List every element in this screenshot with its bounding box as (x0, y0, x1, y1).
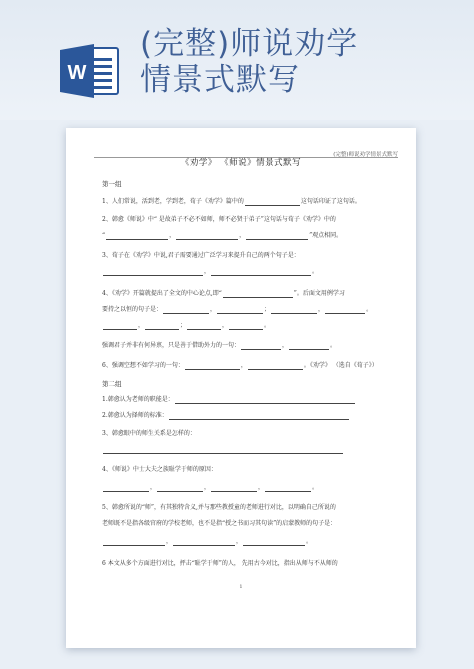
group2-question-6: 6 本文从多个方面进行对比，抨击“耻学于师”的人， 先用古今对比，指出从师与不从师的 (102, 560, 338, 567)
question-5: 强调君子并非有何异禀，只是善于借助外力的一句： ， 。 (102, 342, 337, 349)
answer-blank[interactable] (325, 308, 365, 314)
answer-blank[interactable] (241, 344, 281, 350)
question-4-continued: 要持之以恒的句子是： ， ； ， 。 (102, 306, 373, 313)
answer-blank[interactable] (103, 486, 149, 492)
answer-blank[interactable] (211, 270, 311, 276)
question-4-blanks: ， ； ， 。 (102, 322, 402, 330)
answer-blank[interactable] (289, 344, 329, 350)
answer-blank[interactable] (248, 364, 303, 370)
question-6: 6、强调空想不如学习的一句： ， 。《劝学》 （选自《荀子》） (102, 362, 378, 369)
answer-blank[interactable] (157, 486, 203, 492)
banner-title-line1: (完整)师说劝学 (140, 26, 359, 62)
answer-blank[interactable] (103, 270, 203, 276)
answer-blank[interactable] (103, 448, 343, 454)
answer-blank[interactable] (169, 414, 349, 420)
answer-blank[interactable] (145, 324, 179, 330)
document-page (66, 128, 416, 648)
group2-question-1: 1.韩愈认为老师的职能是： (102, 396, 402, 404)
answer-blank[interactable] (246, 234, 308, 240)
group-heading: 第二组 (102, 380, 122, 388)
answer-blank[interactable] (217, 308, 263, 314)
answer-blank[interactable] (271, 308, 317, 314)
question-2: 2、韩愈《师说》中“ 是故弟子不必不如师，师不必贤于弟子”这句话与荀子《劝学》中的 (102, 216, 336, 223)
answer-blank[interactable] (103, 540, 165, 546)
answer-blank[interactable] (223, 292, 293, 298)
answer-blank[interactable] (163, 308, 209, 314)
question-2-blanks: “ ， ， ”观点相同。 (102, 232, 343, 239)
question-3-blanks: ， 。 (102, 268, 402, 276)
answer-blank[interactable] (173, 540, 235, 546)
answer-blank[interactable] (175, 398, 355, 404)
banner-header (0, 0, 474, 120)
group2-question-5-blanks: ， ， 。 (102, 538, 402, 546)
question-3: 3、荀子在《劝学》中说,君子需要通过广泛学习来提升自己的两个句子是： (102, 252, 300, 259)
svg-text:W: W (67, 62, 87, 84)
answer-blank[interactable] (103, 324, 137, 330)
group2-question-5: 5、韩愈所说的“师”，有其独特含义,并与那些教授童的老师进行对比，以明确自己所说的 (102, 504, 336, 511)
question-1: 1、人们常说，活到老，学到老，荀子《劝学》篇中的 这句话印证了这句话。 (102, 198, 361, 205)
answer-blank[interactable] (245, 200, 300, 206)
banner-title-line2: 情景式默写 (140, 62, 300, 98)
answer-blank[interactable] (243, 540, 305, 546)
question-4: 4、《劝学》开篇就提出了全文的中心论点,即“ ”。后面文用例学习 (102, 290, 345, 297)
group2-question-4: 4、《师说》中士大夫之族耻学于师的原因： (102, 466, 217, 473)
group2-question-3-blank (102, 446, 402, 454)
running-head: (完整)师说劝学情景式默写 (333, 152, 398, 158)
word-icon (58, 40, 120, 102)
group2-question-2: 2.韩愈认为择师的标准： (102, 412, 402, 420)
group2-question-5-continued: 老师既不是指各级官府的学校老师，也不是指“授之书而习其句读”的启蒙教师的句子是： (102, 520, 337, 527)
group-heading: 第一组 (102, 180, 122, 188)
answer-blank[interactable] (265, 486, 311, 492)
answer-blank[interactable] (176, 234, 238, 240)
group2-question-3: 3、韩愈眼中的师生关系是怎样的： (102, 430, 196, 437)
answer-blank[interactable] (211, 486, 257, 492)
answer-blank[interactable] (229, 324, 263, 330)
answer-blank[interactable] (106, 234, 168, 240)
banner-title (140, 26, 460, 98)
answer-blank[interactable] (185, 364, 240, 370)
answer-blank[interactable] (187, 324, 221, 330)
page-number: 1 (239, 584, 243, 590)
document-title: 《劝学》 《师说》情景式默写 (180, 158, 302, 168)
group2-question-4-blanks: ， ， ， 。 (102, 484, 402, 492)
